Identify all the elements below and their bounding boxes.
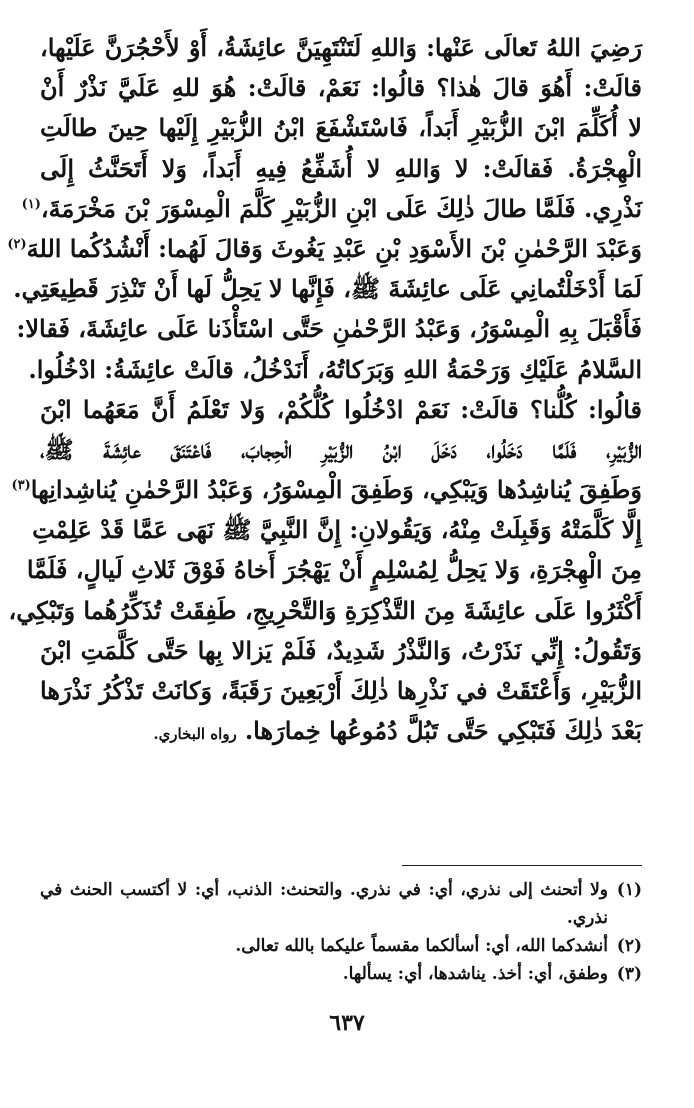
text-line: وَعَبْدَ الرَّحْمٰنِ بْنَ الأَسْوَدِ بْنِ عَبْدِ يَغُوثَ وَقالَ لَهُما: أَنْشُدُكُما اللهَ$^{(٢)}$ — [7, 233, 642, 263]
text-line: بَعْدَ ذٰلِكَ فَتَبْكِي حَتَّى تَبُلَّ دُمُوعُها خِمارَها.رواه البخاري. — [153, 716, 642, 746]
text-line: الْهِجْرَةُ. فَقالَتْ: لا وَاللهِ لا أُشَفِّعُ فِيهِ أَبَداً، وَلا أَتَحَنَّثُ إِلَى — [40, 153, 642, 183]
text-line: قالَتْ: أَهُوَ قالَ هٰذا؟ قالُوا: نَعَمْ، قالَتْ: هُوَ للهِ عَلَيَّ نَذْرٌ أَنْ — [40, 73, 642, 103]
text-line: السَّلامُ عَلَيْكِ وَرَحْمَةُ اللهِ وَبَرَكاتُهُ، أَنَدْخُلُ، قالَتْ عائِشَةُ: ادْخُلُوا. — [28, 354, 642, 384]
footnote-text: ولا أتحنث إلى نذري، أي: في نذري. والتحنث: الذنب، أي: لا أكتسب الحنث في نذري. — [40, 880, 608, 928]
text-line: فَأَقْبَلَ بِهِ الْمِسْوَرُ، وَعَبْدُ الرَّحْمٰنِ حَتَّى اسْتَأْذَنا عَلَى عائِشَةَ، فَقالا: — [16, 314, 642, 344]
text-line: لَمَا أَدْخَلْتُمانِي عَلَى عائِشَةَ ﷺ، فَإِنَّها لا يَحِلُّ لَها أَنْ تَنْذِرَ قَطِيعَتِي. — [13, 274, 642, 304]
page-number: ٦٣٧ — [329, 1010, 365, 1036]
footnote-separator — [402, 865, 642, 866]
hadith-text — [7, 28, 642, 751]
footnote-ref-1[interactable]: (١) — [21, 196, 41, 212]
footnote-number: (٢) — [616, 936, 642, 956]
text-line: إِلَّا كَلَّمَتْهُ وَقَبِلَتْ مِنْهُ، وَيَقُولانِ: إِنَّ النَّبِيَّ ﷺ نَهَى عَمَّا قَدْ عَلِمْتِ — [32, 515, 642, 545]
footnote-ref-3[interactable]: (٣) — [11, 478, 31, 494]
text-line: وَتَقُولُ: إِنِّي نَذَرْتُ، وَالنَّذْرُ شَدِيدٌ، فَلَمْ يَزالا بِها حَتَّى كَلَّمَتِ ابْنَ — [40, 635, 642, 665]
text-line: أَكْثَرُوا عَلَى عائِشَةَ مِنَ التَّذْكِرَةِ وَالتَّحْرِيجِ، طَفِقَتْ تُذَكِّرُهُما وَتَبْكِي، — [8, 595, 642, 625]
text-line: نَذْرِي. فَلَمَّا طالَ ذٰلِكَ عَلَى ابْنِ الزُّبَيْرِ كَلَّمَ الْمِسْوَرَ بْنَ مَخْرَمَةَ،$^{(١)}$ — [21, 193, 642, 223]
footnote — [40, 960, 642, 988]
footnote-number: (٣) — [616, 964, 642, 984]
text-line: قالُوا: كُلُّنا؟ قالَتْ: نَعَمْ ادْخُلُوا كُلُّكُمْ، وَلا تَعْلَمُ أَنَّ مَعَهُما ابْنَ — [40, 394, 642, 424]
text-line: الزُّبَيْرِ، وَأَعْتَقَتْ في نَذْرِها ذٰلِكَ أَرْبَعِينَ رَقَبَةً، وَكانَتْ تَذْكُرُ نَذْرَها — [40, 676, 642, 705]
footnote-text: أنشدكما الله، أي: أسألكما مقسماً عليكما بالله تعالى. — [235, 936, 608, 956]
footnote-text: وطفق، أي: أخذ. يناشدها، أي: يسألها. — [342, 964, 608, 984]
footnote-number: (١) — [616, 880, 642, 900]
hadith-source: رواه البخاري. — [153, 725, 237, 744]
text-line: الزُّبَيْرِ، فَلَمَّا دَخَلُوا، دَخَلَ ابْنُ الزُّبَيْرِ الْحِجابَ، فَاعْتَنَقَ عائِشَةَ ﷺ، — [40, 434, 642, 464]
text-line: رَضِيَ اللهُ تَعالَى عَنْها: وَاللهِ لَتَنْتَهِيَنَّ عائِشَةُ، أَوْ لأَحْجُرَنَّ عَلَيْها، — [40, 33, 642, 62]
footnotes — [40, 876, 642, 988]
text-line: مِنَ الْهِجْرَةِ، وَلا يَحِلُّ لِمُسْلِمٍ أَنْ يَهْجُرَ أَخاهُ فَوْقَ ثَلاثِ لَيالٍ، فَلَمَّا — [26, 555, 642, 585]
footnote — [40, 932, 642, 960]
footnote — [40, 876, 642, 932]
footnote-ref-2[interactable]: (٢) — [7, 236, 27, 252]
text-line: لا أُكَلِّمَ ابْنَ الزُّبَيْرِ أَبَداً، فَاسْتَشْفَعَ ابْنُ الزُّبَيْرِ إِلَيْها حِينَ طالَتِ — [40, 113, 642, 143]
text-line: وَطَفِقَ يُناشِدُها وَيَبْكِي، وَطَفِقَ الْمِسْوَرُ، وَعَبْدُ الرَّحْمٰنِ يُناشِدانِها$^{(٣)}$ — [11, 475, 642, 505]
